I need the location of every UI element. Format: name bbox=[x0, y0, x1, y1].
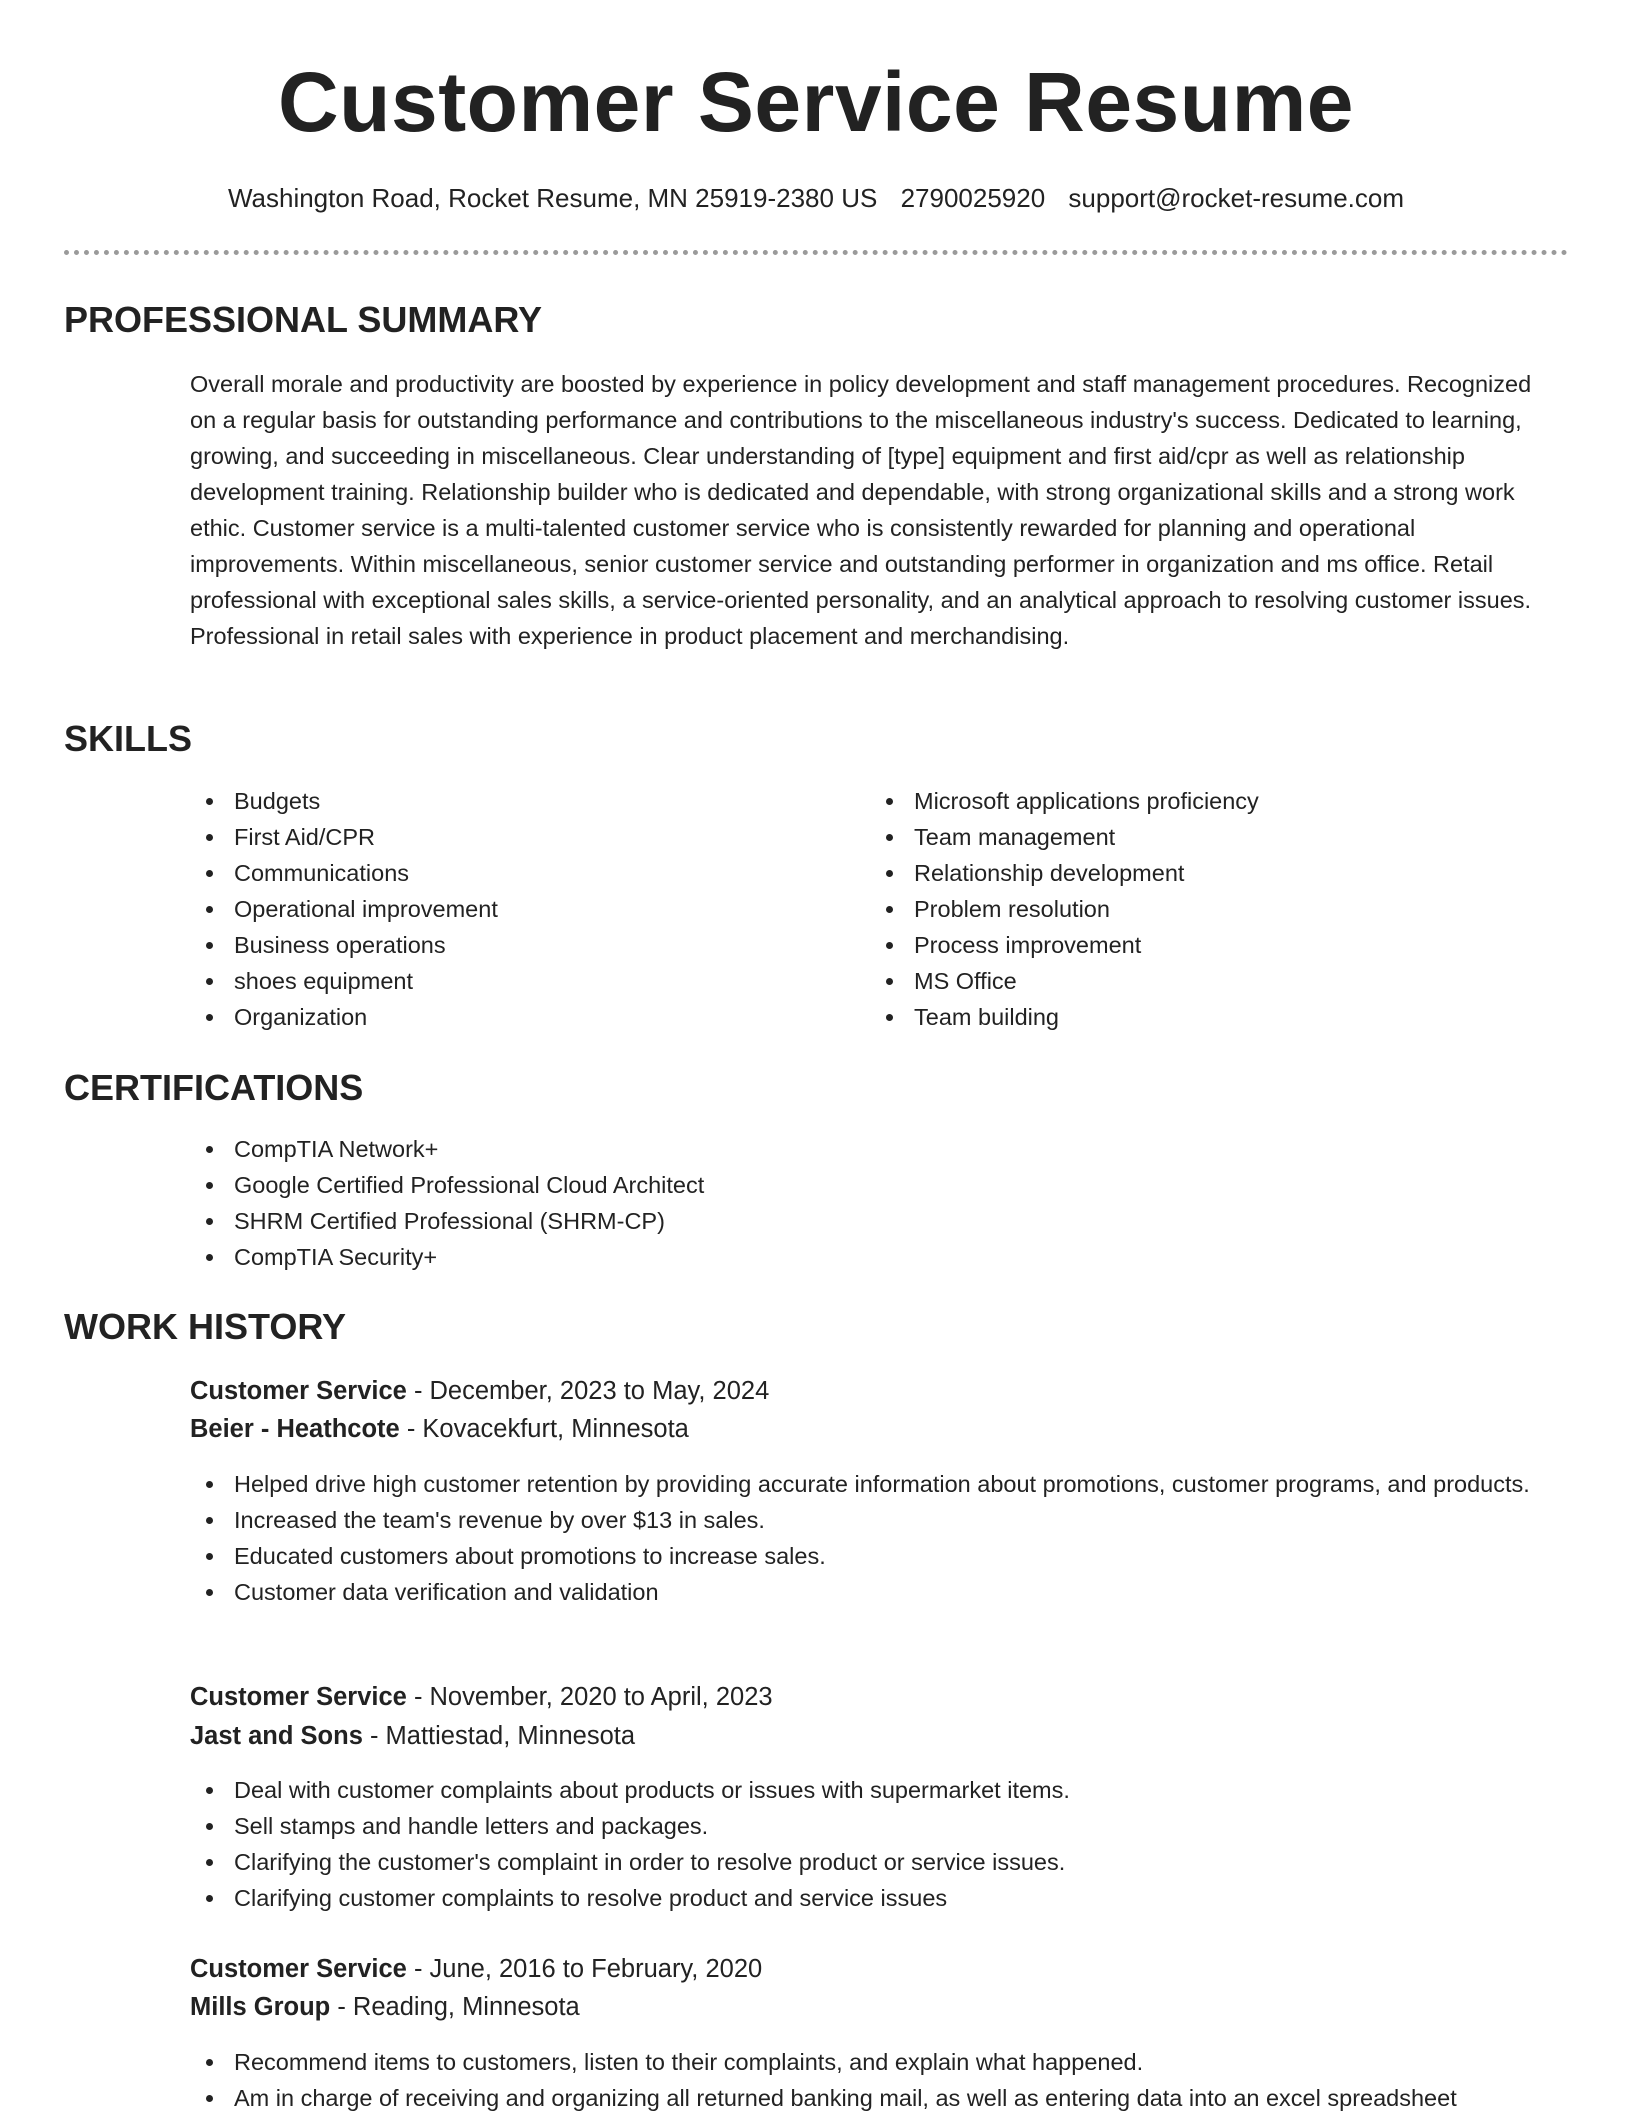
contact-phone: 2790025920 bbox=[900, 183, 1046, 213]
contact-email[interactable]: support@rocket-resume.com bbox=[1068, 183, 1405, 213]
skill-item: Business operations bbox=[190, 927, 830, 963]
job-duty-item: Clarifying the customer's complaint in order to resolve product or service issues. bbox=[190, 1844, 1560, 1880]
header-divider bbox=[64, 250, 1568, 255]
skill-item: Relationship development bbox=[870, 855, 1550, 891]
job-title: Customer Service bbox=[190, 1377, 407, 1405]
job-duty-item: Recommend items to customers, listen to their complaints, and explain what happened. bbox=[190, 2044, 1560, 2080]
skill-item: Operational improvement bbox=[190, 891, 830, 927]
job-duty-item: Educated customers about promotions to increase sales. bbox=[190, 1538, 1560, 1574]
job-title-line bbox=[190, 1372, 769, 1410]
job-location: - Reading, Minnesota bbox=[330, 1993, 580, 2021]
skill-item: Process improvement bbox=[870, 927, 1550, 963]
job-dates: - November, 2020 to April, 2023 bbox=[406, 1683, 773, 1711]
job-company-line bbox=[190, 1717, 635, 1755]
job-title-line bbox=[190, 1950, 762, 1988]
skills-list-left bbox=[190, 783, 830, 1035]
job-title-line bbox=[190, 1678, 773, 1716]
job-duties-list bbox=[190, 2044, 1560, 2112]
job-duty-item: Sell stamps and handle letters and packages. bbox=[190, 1808, 1560, 1844]
resume-title: Customer Service Resume bbox=[278, 55, 1354, 149]
job-dates: - December, 2023 to May, 2024 bbox=[406, 1377, 770, 1405]
job-location: - Kovacekfurt, Minnesota bbox=[399, 1415, 689, 1443]
skill-item: Problem resolution bbox=[870, 891, 1550, 927]
job-company-line bbox=[190, 1988, 580, 2026]
certification-item: SHRM Certified Professional (SHRM-CP) bbox=[190, 1203, 1555, 1239]
certifications-heading: CERTIFICATIONS bbox=[64, 1067, 364, 1108]
job-title: Customer Service bbox=[190, 1683, 407, 1711]
skill-item: Microsoft applications proficiency bbox=[870, 783, 1550, 819]
job-company-line bbox=[190, 1410, 689, 1448]
job-duty-item: Clarifying customer complaints to resolve product and service issues bbox=[190, 1880, 1560, 1916]
skill-item: Communications bbox=[190, 855, 830, 891]
summary-heading: PROFESSIONAL SUMMARY bbox=[64, 299, 543, 340]
contact-line bbox=[0, 180, 1632, 216]
certification-item: CompTIA Network+ bbox=[190, 1131, 1555, 1167]
work-history-heading: WORK HISTORY bbox=[64, 1306, 347, 1347]
certification-item: CompTIA Security+ bbox=[190, 1239, 1555, 1275]
job-title: Customer Service bbox=[190, 1955, 407, 1983]
job-duty-item: Helped drive high customer retention by providing accurate information about promotions, customer programs, and products. bbox=[190, 1466, 1560, 1502]
job-company: Jast and Sons bbox=[190, 1722, 363, 1750]
job-duty-item: Deal with customer complaints about products or issues with supermarket items. bbox=[190, 1772, 1560, 1808]
job-dates: - June, 2016 to February, 2020 bbox=[406, 1955, 763, 1983]
skill-item: Team management bbox=[870, 819, 1550, 855]
skill-item: Team building bbox=[870, 999, 1550, 1035]
job-duty-item: Customer data verification and validation bbox=[190, 1574, 1560, 1610]
job-duty-item: Am in charge of receiving and organizing all returned banking mail, as well as entering data into an excel spreadsheet bbox=[190, 2080, 1560, 2112]
skill-item: MS Office bbox=[870, 963, 1550, 999]
skill-item: Organization bbox=[190, 999, 830, 1035]
job-duty-item: Increased the team's revenue by over $13 in sales. bbox=[190, 1502, 1560, 1538]
skills-list-right bbox=[870, 783, 1550, 1035]
job-company: Mills Group bbox=[190, 1993, 331, 2021]
summary-text: Overall morale and productivity are boosted by experience in policy development and staff management procedures. Recognized on a regular basis for outstanding performance and contributions to the miscellaneous industry's success. Dedicated to learning, growing, and succeeding in miscellaneous. Clear understanding of [type] equipment and first aid/cpr as well as relationship development training. Relationship builder who is dedicated and dependable, with strong organizational skills and a strong work ethic. Customer service is a multi-talented customer service who is consistently rewarded for planning and operational improvements. Within miscellaneous, senior customer service and outstanding performer in organization and ms office. Retail professional with exceptional sales skills, a service-oriented personality, and an analytical approach to resolving customer issues. Professional in retail sales with experience in product placement and merchandising. bbox=[190, 371, 1532, 649]
skill-item: shoes equipment bbox=[190, 963, 830, 999]
job-duties-list bbox=[190, 1772, 1560, 1916]
certifications-list bbox=[190, 1131, 1555, 1275]
job-location: - Mattiestad, Minnesota bbox=[362, 1722, 636, 1750]
contact-address: Washington Road, Rocket Resume, MN 25919-2380 US bbox=[227, 183, 878, 213]
skill-item: Budgets bbox=[190, 783, 830, 819]
skills-heading: SKILLS bbox=[64, 718, 193, 759]
job-duties-list bbox=[190, 1466, 1560, 1610]
job-company: Beier - Heathcote bbox=[190, 1415, 400, 1443]
certification-item: Google Certified Professional Cloud Architect bbox=[190, 1167, 1555, 1203]
skill-item: First Aid/CPR bbox=[190, 819, 830, 855]
